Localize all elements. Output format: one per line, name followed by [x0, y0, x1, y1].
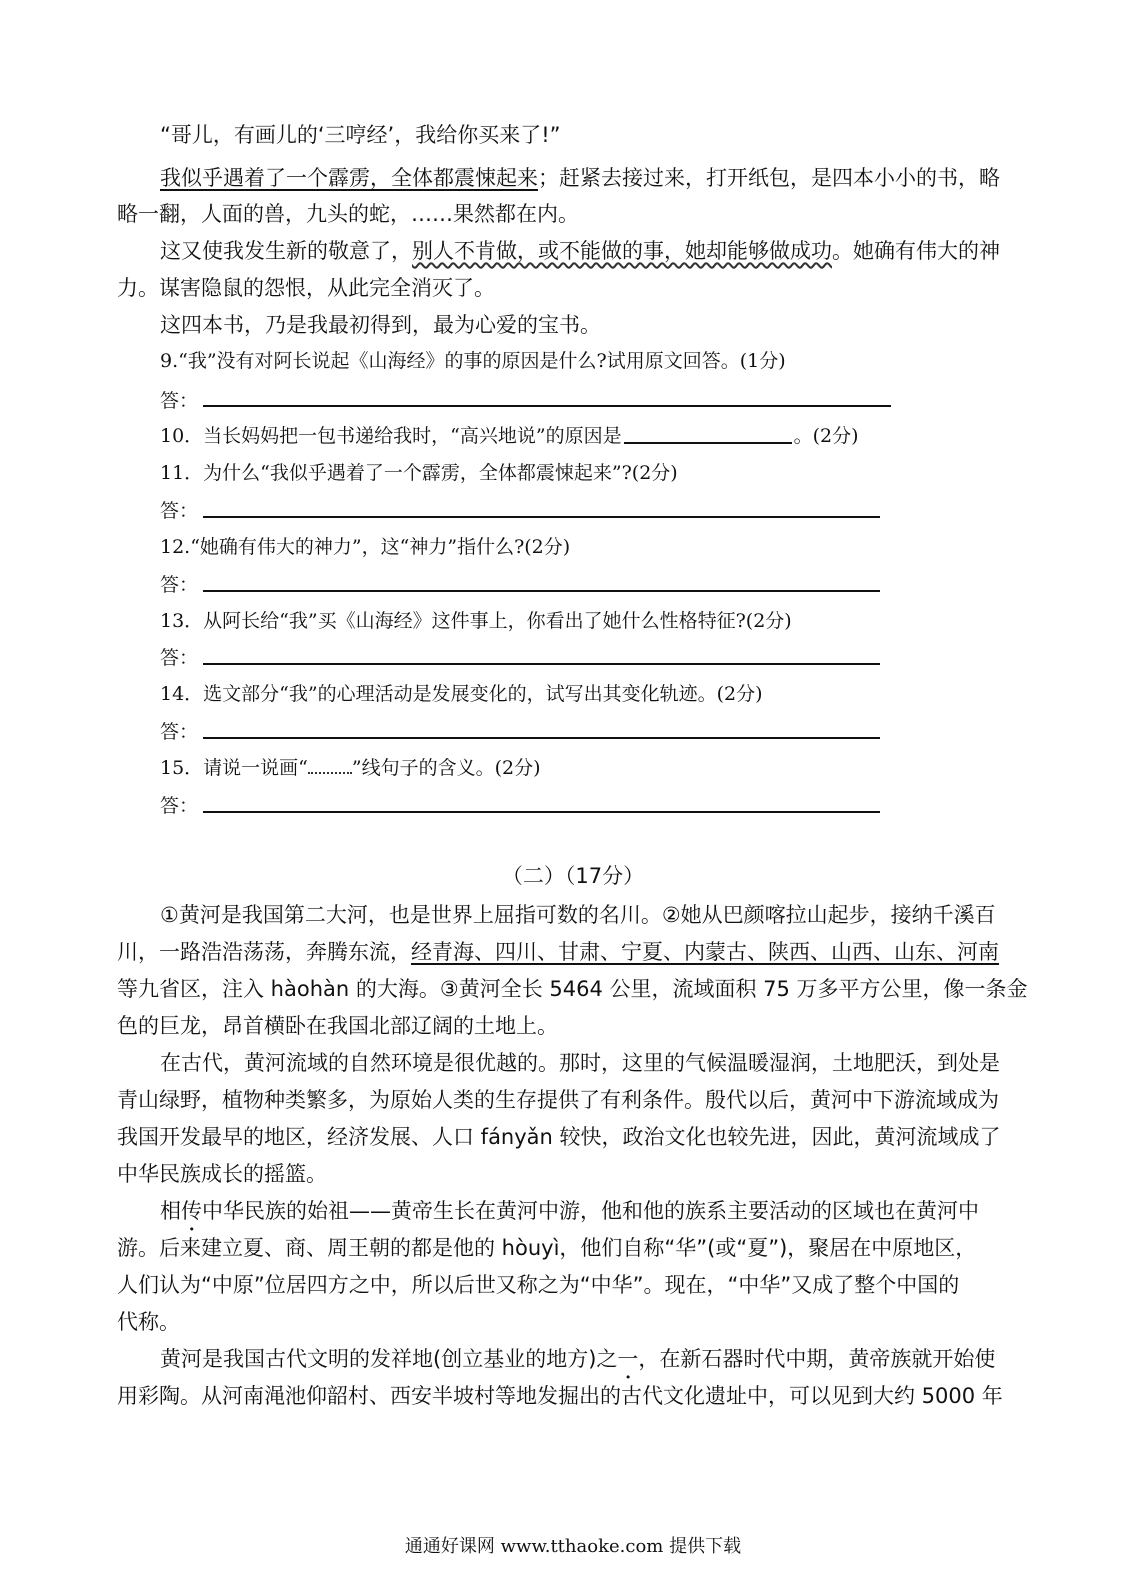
answer-label: 答： [160, 721, 199, 743]
paragraph-line: ①黄河是我国第二大河，也是世界上屈指可数的名川。②她从巴颜喀拉山起步，接纳千溪百 [160, 903, 996, 927]
question-10 [160, 421, 859, 448]
question-text: 15．请说一说画“ [160, 757, 308, 779]
paragraph-text: ，在新石器时代中期，黄帝族就开始使 [638, 1347, 996, 1371]
paragraph-line: 中华民族成长的摇篮。 [117, 1162, 327, 1186]
answer-label: 答： [160, 500, 199, 522]
underlined-sentence: 经青海、四川、甘肃、宁夏、内蒙古、陕西、山西、山东、河南 [411, 940, 999, 964]
question-12: 12.“她确有伟大的神力”，这“神力”指什么?(2分) [160, 536, 571, 558]
paragraph-line: 这四本书，乃是我最初得到，最为心爱的宝书。 [160, 313, 601, 337]
question-14: 14．选文部分“我”的心理活动是发展变化的，试写出其变化轨迹。(2分) [160, 683, 763, 705]
paragraph-line: 等九省区，注入 hàohàn 的大海。③黄河全长 5464 公里，流域面积 75 万多平方公里，像一条金 [117, 977, 1028, 1001]
paragraph-text: 川，一路浩浩荡荡，奔腾东流， [117, 940, 411, 964]
answer-line[interactable] [203, 737, 880, 739]
paragraph-text: 。她确有伟大的神 [832, 239, 1000, 263]
paragraph-line: 用彩陶。从河南渑池仰韶村、西安半坡村等地发掘出的古代文化遗址中，可以见到大约 5000 年 [117, 1384, 1003, 1408]
quote-line: “哥儿，有画儿的‘三哼经’，我给你买来了!” [160, 123, 561, 147]
paragraph-line [160, 233, 1000, 270]
underlined-sentence: 我似乎遇着了一个霹雳，全体都震悚起来 [160, 166, 538, 190]
paragraph-line: 青山绿野，植物种类繁多，为原始人类的生存提供了有利条件。殷代以后，黄河中下游流域成为 [117, 1088, 999, 1112]
answer-line[interactable] [203, 811, 880, 813]
answer-line[interactable] [203, 663, 880, 665]
paragraph-line: 我国开发最早的地区，经济发展、人口 fányǎn 较快，政治文化也较先进，因此，黄河流域成了 [117, 1125, 1001, 1149]
paragraph-text: 这又使我发生新的敬意了， [160, 239, 412, 263]
paragraph-line [117, 934, 999, 971]
answer-line[interactable] [203, 405, 891, 407]
answer-label: 答： [160, 795, 199, 817]
question-13: 13．从阿长给“我”买《山海经》这件事上，你看出了她什么性格特征?(2分) [160, 610, 792, 632]
answer-label: 答： [160, 574, 199, 596]
paragraph-text: 中华民族的始祖——黄帝生长在黄河中游，他和他的族系主要活动的区域也在黄河中 [202, 1199, 979, 1223]
answer-label: 答： [160, 647, 199, 669]
question-text: 。(2分) [793, 425, 859, 447]
paragraph-line: 在古代，黄河流域的自然环境是很优越的。那时，这里的气候温暖湿润，土地肥沃，到处是 [160, 1051, 1000, 1075]
paragraph-text: ；赶紧去接过来，打开纸包，是四本小小的书，略 [538, 166, 1000, 190]
fill-blank[interactable] [624, 422, 792, 444]
wavy-line-sample [308, 756, 352, 774]
question-text: 10．当长妈妈把一包书递给我时，“高兴地说”的原因是 [160, 425, 622, 447]
section-heading: （二）（17分） [501, 864, 645, 888]
paragraph-line: 游。后来建立夏、商、周王朝的都是他的 hòuyì，他们自称“华”(或“夏”)，聚居在中原地区， [117, 1236, 977, 1260]
question-text: ”线句子的含义。(2分) [351, 757, 541, 779]
paragraph-line: 人们认为“中原”位居四方之中，所以后世又称之为“中华”。现在，“中华”又成了整个中国的 [117, 1273, 960, 1297]
paragraph-line: 力。谋害隐鼠的怨恨，从此完全消灭了。 [117, 276, 495, 300]
answer-line[interactable] [203, 516, 880, 518]
page-footer: 通通好课网 www.tthaoke.com 提供下载 [404, 1536, 742, 1557]
paragraph-line: 代称。 [117, 1310, 180, 1334]
paragraph-text: 相 [160, 1199, 181, 1223]
answer-line[interactable] [203, 590, 880, 592]
wavy-underlined-sentence: 别人不肯做，或不能做的事，她却能够做成功 [412, 239, 832, 263]
answer-label: 答： [160, 390, 199, 412]
paragraph-line: 略一翻，人面的兽，九头的蛇，……果然都在内。 [117, 202, 579, 226]
paragraph-line [160, 160, 1000, 197]
paragraph-line: 色的巨龙，昂首横卧在我国北部辽阔的土地上。 [117, 1014, 558, 1038]
dotted-character: 传 [181, 1199, 202, 1223]
question-11: 11．为什么“我似乎遇着了一个霹雳，全体都震悚起来”?(2分) [160, 462, 678, 484]
question-9: 9.“我”没有对阿长说起《山海经》的事的原因是什么?试用原文回答。(1分) [160, 350, 786, 372]
dotted-character: 一 [617, 1347, 639, 1371]
paragraph-text: 黄河是我国古代文明的发祥地(创立基业的地方)之 [160, 1347, 618, 1371]
question-15 [160, 753, 541, 780]
